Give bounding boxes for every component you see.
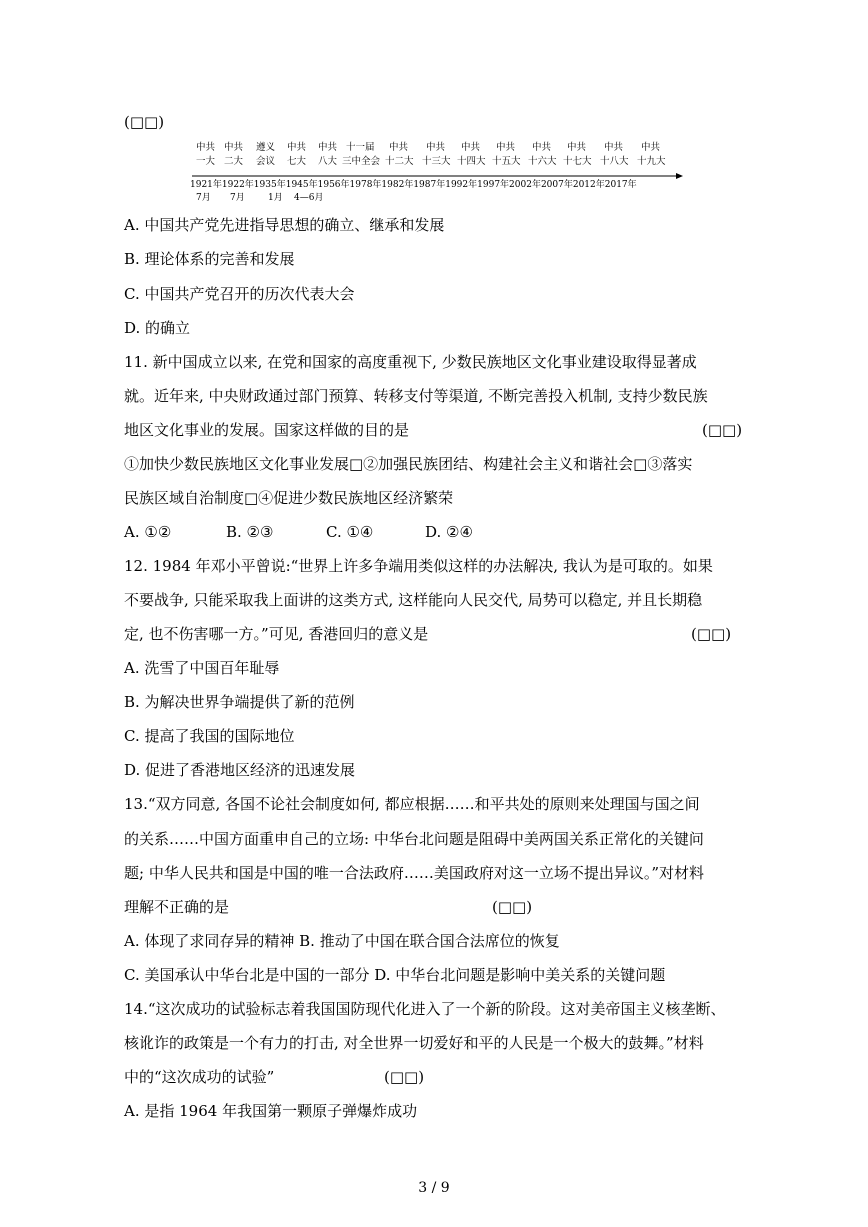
timeline-month-1: 7月 (196, 193, 211, 203)
timeline-label-top-3: 中共 (287, 142, 307, 153)
timeline-label-top-1: 中共 (224, 142, 244, 153)
timeline-label-bottom-9: 十五大 (492, 156, 521, 167)
timeline-label-top-13: 中共 (641, 142, 661, 153)
timeline-month-4: 4—6月 (294, 193, 324, 203)
timeline-label-bottom-3: 七大 (287, 156, 307, 167)
q14-line-1: 14.“这次成功的试验标志着我国国防现代化进入了一个新的阶段。这对美帝国主义核垄断、 (124, 1000, 726, 1018)
q13-line-4: 理解不正确的是 (124, 898, 230, 916)
timeline-label-bottom-10: 十六大 (528, 156, 557, 167)
q11-items-2: 民族区域自治制度□④促进少数民族地区经济繁荣 (124, 489, 454, 507)
q12-line-3: 定, 也不伤害哪一方。”可见, 香港回归的意义是 (124, 625, 429, 643)
timeline-label-top-11: 中共 (567, 142, 587, 153)
q13-line-1: 13.“双方同意, 各国不论社会制度如何, 都应根据……和平共处的原则来处理国与国之间 (124, 795, 700, 813)
q14-line-2: 核讹诈的政策是一个有力的打击, 对全世界一切爱好和平的人民是一个极大的鼓舞。”材料 (124, 1034, 704, 1052)
q11-line-2: 就。近年来, 中央财政通过部门预算、转移支付等渠道, 不断完善投入机制, 支持少数民族 (124, 387, 708, 405)
q12-line-1: 12. 1984 年邓小平曾说:“世界上许多争端用类似这样的办法解决, 我认为是可取的。如果 (124, 557, 713, 575)
q10-option-a: A. 中国共产党先进指导思想的确立、继承和发展 (124, 216, 445, 234)
timeline-label-bottom-13: 十九大 (637, 156, 666, 167)
q10-bracket: (□□) (124, 113, 165, 131)
timeline-label-top-5: 十一届 (346, 142, 375, 153)
timeline-arrow (676, 173, 683, 179)
timeline-label-top-6: 中共 (389, 142, 409, 153)
timeline-label-top-4: 中共 (318, 142, 338, 153)
q12-option-c: C. 提高了我国的国际地位 (124, 727, 295, 745)
timeline-label-bottom-7: 十三大 (422, 156, 451, 167)
q14-option-a: A. 是指 1964 年我国第一颗原子弹爆炸成功 (124, 1102, 418, 1120)
timeline-label-top-12: 中共 (604, 142, 624, 153)
timeline-label-bottom-6: 十二大 (385, 156, 414, 167)
q11-option-c: C. ①④ (326, 523, 374, 541)
timeline-label-bottom-4: 八大 (318, 156, 338, 167)
timeline-label-top-9: 中共 (496, 142, 516, 153)
timeline-label-top-2: 遵义 (256, 142, 276, 153)
page-number: 3 / 9 (418, 1180, 450, 1196)
timeline-label-bottom-0: 一大 (196, 156, 216, 167)
timeline-label-top-8: 中共 (461, 142, 481, 153)
timeline-label-bottom-8: 十四大 (457, 156, 486, 167)
q12-option-b: B. 为解决世界争端提供了新的范例 (124, 693, 355, 711)
timeline-label-top-7: 中共 (426, 142, 446, 153)
q12-option-d: D. 促进了香港地区经济的迅速发展 (124, 761, 356, 779)
timeline-label-bottom-12: 十八大 (600, 156, 629, 167)
timeline-month-3: 1月 (268, 193, 283, 203)
q11-bracket: (□□) (702, 421, 743, 439)
timeline-label-top-0: 中共 (196, 142, 216, 153)
q10-option-b: B. 理论体系的完善和发展 (124, 250, 295, 268)
q10-option-c: C. 中国共产党召开的历次代表大会 (124, 285, 355, 303)
timeline-month-2: 7月 (230, 193, 245, 203)
timeline-years: 1921年1922年1935年1945年1956年1978年1982年1987年1992年1997年2002年2007年2012年2017年 (190, 180, 637, 190)
timeline-label-bottom-1: 二大 (224, 156, 244, 167)
q10-option-d: D. 的确立 (124, 319, 191, 337)
q14-line-3: 中的“这次成功的试验” (124, 1068, 275, 1086)
q13-line-3: 题; 中华人民共和国是中国的唯一合法政府……美国政府对这一立场不提出异议。”对材料 (124, 864, 704, 882)
q12-option-a: A. 洗雪了中国百年耻辱 (124, 659, 280, 677)
q13-option-ab: A. 体现了求同存异的精神 B. 推动了中国在联合国合法席位的恢复 (124, 932, 560, 950)
q13-line-2: 的关系……中国方面重申自己的立场: 中华台北问题是阻碍中美两国关系正常化的关键问 (124, 830, 704, 848)
timeline-label-top-10: 中共 (532, 142, 552, 153)
q11-items-1: ①加快少数民族地区文化事业发展□②加强民族团结、构建社会主义和谐社会□③落实 (124, 455, 693, 473)
q14-bracket: (□□) (384, 1068, 425, 1086)
timeline-label-bottom-5: 三中全会 (342, 156, 381, 167)
q11-option-b: B. ②③ (226, 523, 274, 541)
q12-bracket: (□□) (691, 625, 732, 643)
q11-option-d: D. ②④ (425, 523, 473, 541)
timeline-label-bottom-11: 十七大 (563, 156, 592, 167)
q11-line-3: 地区文化事业的发展。国家这样做的目的是 (124, 421, 410, 439)
q11-line-1: 11. 新中国成立以来, 在党和国家的高度重视下, 少数民族地区文化事业建设取得显著成 (124, 353, 697, 371)
timeline-label-bottom-2: 会议 (256, 156, 276, 167)
q13-option-cd: C. 美国承认中华台北是中国的一部分 D. 中华台北问题是影响中美关系的关键问题 (124, 966, 666, 984)
party-congress-timeline (186, 140, 686, 204)
q13-bracket: (□□) (492, 898, 533, 916)
q11-option-a: A. ①② (124, 523, 172, 541)
q12-line-2: 不要战争, 只能采取我上面讲的这类方式, 这样能向人民交代, 局势可以稳定, 并且长期稳 (124, 591, 703, 609)
